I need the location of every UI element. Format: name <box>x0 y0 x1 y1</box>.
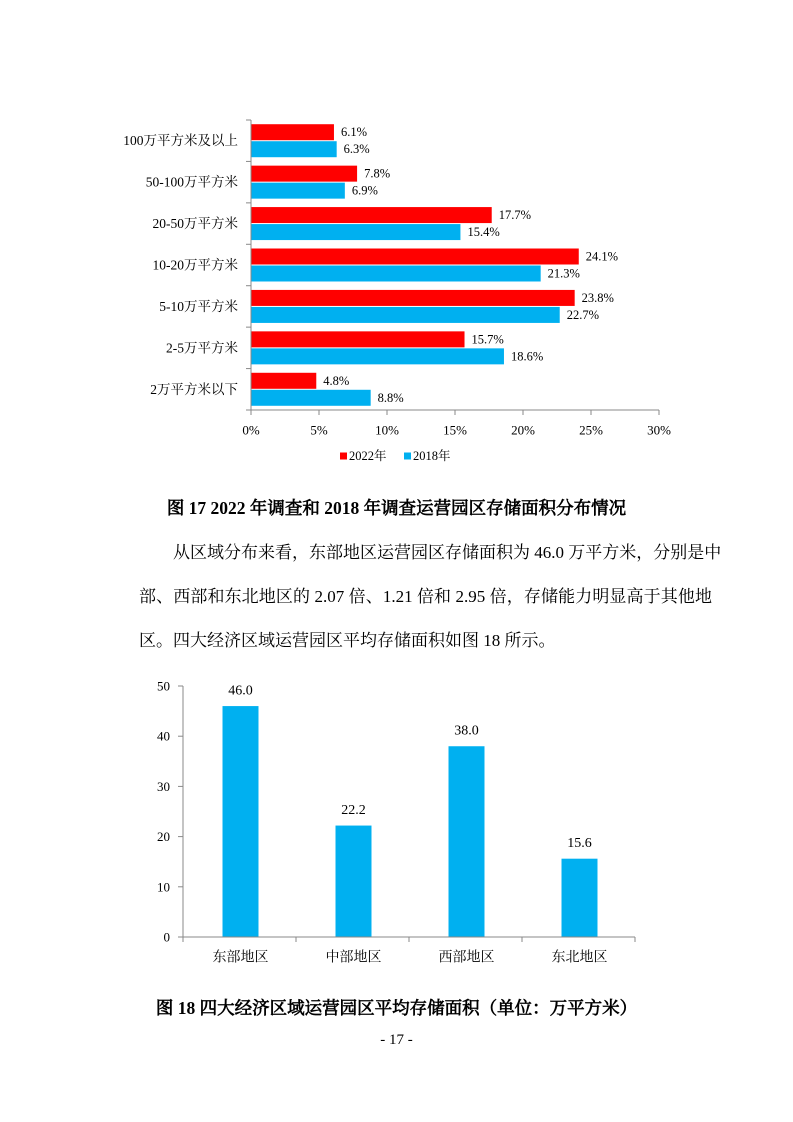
category-label: 东部地区 <box>212 950 269 966</box>
value-label: 22.2 <box>341 803 366 819</box>
value-label-2018: 15.4% <box>467 225 500 240</box>
value-label-2022: 24.1% <box>585 249 619 264</box>
value-label-2018: 22.7% <box>566 307 600 322</box>
y-tick-label: 0 <box>163 929 170 945</box>
bar-2022 <box>251 207 492 223</box>
figure-18-caption: 图 18 四大经济区域运营园区平均存储面积（单位：万平方米） <box>155 998 638 1018</box>
bar-2018 <box>251 390 371 406</box>
x-tick-label: 10% <box>375 422 399 438</box>
bar-2022 <box>251 166 357 182</box>
bar-2018 <box>251 183 345 199</box>
value-label: 15.6 <box>567 836 592 852</box>
value-label-2018: 21.3% <box>547 266 580 281</box>
value-label: 46.0 <box>228 683 253 699</box>
category-label: 2万平方米以下 <box>150 381 238 397</box>
value-label-2018: 18.6% <box>510 349 544 364</box>
category-label: 20-50万平方米 <box>152 216 238 232</box>
x-tick-label: 25% <box>579 422 603 438</box>
category-label: 5-10万平方米 <box>159 298 238 314</box>
value-label-2018: 6.9% <box>351 183 378 198</box>
category-label: 东北地区 <box>551 950 608 966</box>
body-line-2: 部、西部和东北地区的 2.07 倍、1.21 倍和 2.95 倍，存储能力明显高于其他地 <box>139 587 712 606</box>
figure-17-caption: 图 17 2022 年调查和 2018 年调查运营园区存储面积分布情况 <box>166 498 627 518</box>
category-label: 西部地区 <box>438 950 495 966</box>
category-label: 50-100万平方米 <box>145 174 238 190</box>
bar-2022 <box>251 331 465 347</box>
category-label: 10-20万平方米 <box>152 257 238 273</box>
value-label-2018: 6.3% <box>343 142 370 157</box>
x-tick-label: 5% <box>310 422 328 438</box>
legend-label-2018: 2018年 <box>413 449 451 463</box>
bar-2018 <box>251 348 504 364</box>
category-label: 2-5万平方米 <box>166 340 238 356</box>
y-tick-label: 30 <box>157 778 170 794</box>
legend-marker-2018 <box>404 453 411 460</box>
body-line-1: 从区域分布来看，东部地区运营园区存储面积为 46.0 万平方米，分别是中 <box>173 543 722 562</box>
y-tick-label: 40 <box>157 728 170 744</box>
bar <box>223 706 259 937</box>
bar-2022 <box>251 290 575 306</box>
legend-label-2022: 2022年 <box>349 449 387 463</box>
value-label-2018: 8.8% <box>377 390 404 405</box>
bar-2018 <box>251 224 460 240</box>
category-label: 100万平方米及以上 <box>123 133 238 149</box>
bar-2018 <box>251 266 541 282</box>
bar-2022 <box>251 373 316 389</box>
value-label-2022: 23.8% <box>581 290 614 305</box>
x-tick-label: 20% <box>511 422 535 438</box>
x-tick-label: 15% <box>443 422 467 438</box>
x-tick-label: 0% <box>242 422 260 438</box>
value-label-2022: 6.1% <box>340 125 368 140</box>
value-label-2022: 15.7% <box>471 332 504 347</box>
category-label: 中部地区 <box>325 950 382 966</box>
body-line-3: 区。四大经济区域运营园区平均存储面积如图 18 所示。 <box>139 631 556 650</box>
body-paragraph <box>139 531 722 663</box>
value-label-2022: 17.7% <box>498 208 532 223</box>
regional-average-storage-chart <box>0 660 793 980</box>
storage-area-distribution-chart <box>0 0 793 480</box>
y-tick-label: 50 <box>157 678 170 694</box>
y-tick-label: 10 <box>157 879 170 895</box>
value-label-2022: 4.8% <box>323 373 350 388</box>
bar <box>336 826 372 937</box>
x-tick-label: 30% <box>647 422 671 438</box>
bar <box>449 746 485 937</box>
bar-2018 <box>251 141 337 157</box>
value-label-2022: 7.8% <box>364 166 391 181</box>
bar <box>562 859 598 937</box>
bar-2022 <box>251 124 334 140</box>
legend-marker-2022 <box>340 453 347 460</box>
page-number: - 17 - <box>380 1032 413 1048</box>
value-label: 38.0 <box>454 723 479 739</box>
bar-2022 <box>251 249 579 265</box>
y-tick-label: 20 <box>157 829 170 845</box>
bar-2018 <box>251 307 560 323</box>
